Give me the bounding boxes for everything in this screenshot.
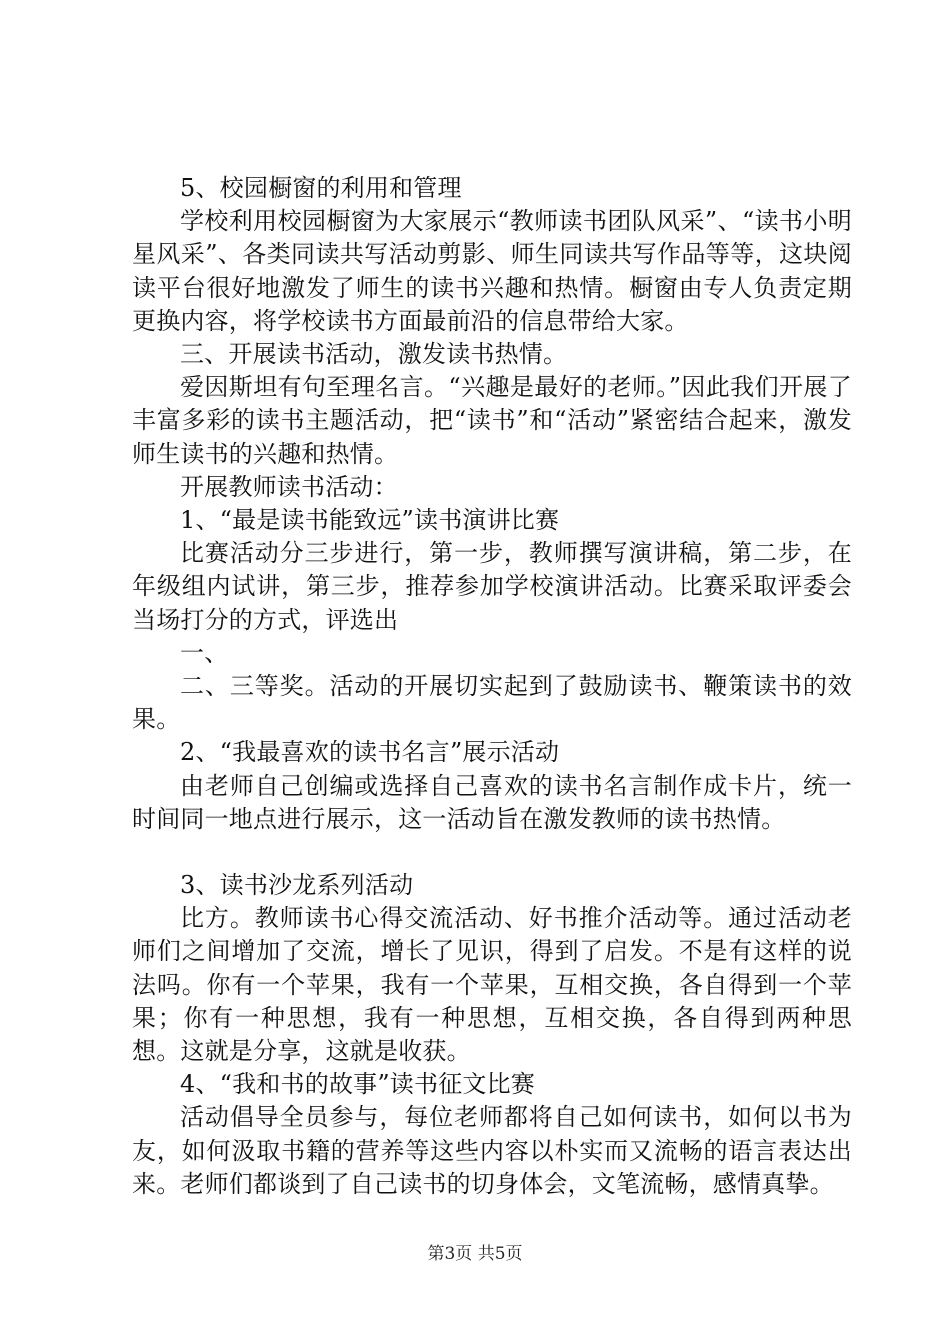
body-paragraph: 一、 — [180, 638, 229, 667]
document-body — [132, 172, 852, 1201]
section-heading: 5、校园橱窗的利用和管理 — [180, 174, 462, 202]
section-heading: 三、开展读书活动，激发读书热情。 — [180, 340, 568, 369]
page-number-footer: 第3页 共5页 — [427, 1244, 523, 1264]
body-paragraph: 活动倡导全员参与，每位老师都将自己如何读书，如何以书为友，如何汲取书籍的营养等这些内容以朴实而又流畅的语言表达出来。老师们都谈到了自己读书的切身体会，文笔流畅，感情真挚。 — [132, 1103, 852, 1198]
body-paragraph: 学校利用校园橱窗为大家展示“教师读书团队风采”、“读书小明星风采”、各类同读共写活动剪影、师生同读共写作品等等，这块阅读平台很好地激发了师生的读书兴趣和热情。橱窗由专人负责定期更换内容，将学校读书方面最前沿的信息带给大家。 — [132, 207, 852, 335]
body-paragraph: 比方。教师读书心得交流活动、好书推介活动等。通过活动老师们之间增加了交流，增长了见识，得到了启发。不是有这样的说法吗。你有一个苹果，我有一个苹果，互相交换，各自得到一个苹果；你有一种思想，我有一种思想，互相交换，各自得到两种思想。这就是分享，这就是收获。 — [132, 904, 852, 1066]
body-paragraph: 二、三等奖。活动的开展切实起到了鼓励读书、鞭策读书的效果。 — [132, 672, 852, 734]
section-heading: 4、“我和书的故事”读书征文比赛 — [180, 1070, 536, 1099]
section-heading: 1、“最是读书能致远”读书演讲比赛 — [180, 506, 560, 535]
section-heading: 3、读书沙龙系列活动 — [180, 871, 414, 900]
section-heading: 开展教师读书活动： — [180, 472, 398, 501]
section-heading: 2、“我最喜欢的读书名言”展示活动 — [180, 738, 560, 767]
body-paragraph: 比赛活动分三步进行，第一步，教师撰写演讲稿，第二步，在年级组内试讲，第三步，推荐参加学校演讲活动。比赛采取评委会当场打分的方式，评选出 — [132, 539, 852, 634]
body-paragraph: 爱因斯坦有句至理名言。“兴趣是最好的老师。”因此我们开展了丰富多彩的读书主题活动，把“读书”和“活动”紧密结合起来，激发师生读书的兴趣和热情。 — [132, 373, 852, 468]
body-paragraph: 由老师自己创编或选择自己喜欢的读书名言制作成卡片，统一时间同一地点进行展示，这一活动旨在激发教师的读书热情。 — [132, 771, 852, 833]
